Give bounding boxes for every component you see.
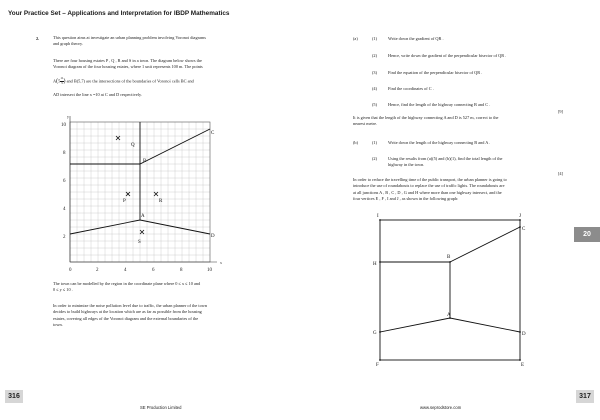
y-tick-label: 4 xyxy=(63,207,66,212)
roundabout-line: at all junctions A , B , C , D , G and H where more than one highway intersect, and the xyxy=(353,189,502,195)
label-c: C xyxy=(211,131,215,136)
label-c: C xyxy=(522,227,526,232)
vertex-i xyxy=(379,219,381,221)
estate-r-marker xyxy=(154,192,158,196)
intro-line: and graph theory. xyxy=(53,41,83,47)
planner-line: In order to minimize the noise pollution level due to traffic, the urban planner of the town xyxy=(53,303,207,308)
label-d: D xyxy=(211,234,215,239)
chapter-tab: 20 xyxy=(574,227,600,242)
planner-line: town. xyxy=(53,321,63,327)
label-s: S xyxy=(138,240,141,245)
estate-s-marker xyxy=(140,230,144,234)
vertex-j xyxy=(519,219,521,221)
part-a-item-text: Hence, write down the gradient of the perpendicular bisector of QR . xyxy=(388,53,507,58)
part-a-item-num: (4) xyxy=(372,86,378,91)
label-g: G xyxy=(373,331,377,336)
label-b: B xyxy=(447,255,451,260)
part-b-item-text: Write down the length of the highway connecting B and A . xyxy=(388,140,491,145)
label-a: A xyxy=(447,313,451,318)
part-b-marks: [4] xyxy=(558,171,564,176)
x-tick-label: 8 xyxy=(180,268,183,273)
fraction-denominator: 3 xyxy=(61,80,63,85)
publisher-name: SE Production Limited xyxy=(140,405,182,410)
point-a-label: A xyxy=(53,78,57,84)
point-a-rest: and B(5,7) are the intersections of the boundaries of Voronoi cells BC and xyxy=(66,78,194,84)
y-tick-label: 8 xyxy=(63,151,66,156)
x-tick-label: 10 xyxy=(207,268,212,273)
part-a-item-num: (1) xyxy=(372,36,378,41)
given-line: It is given that the length of the highway connecting A and D is 527 m, correct to the xyxy=(353,115,499,120)
label-b: B xyxy=(143,159,147,164)
network-edges xyxy=(380,220,520,360)
page-header: Your Practice Set – Applications and Interpretation for IBDP Mathematics xyxy=(8,10,230,17)
x-tick-label: 6 xyxy=(152,268,155,273)
voronoi-diagram xyxy=(55,114,235,276)
part-a-label: (a) xyxy=(353,36,358,41)
label-r: R xyxy=(159,199,163,204)
label-h: H xyxy=(373,262,377,267)
intersection-text: AD intersect the line x =10 at C and D respectively. xyxy=(53,92,142,97)
right-page-number: 317 xyxy=(576,390,594,403)
vertex-c xyxy=(519,226,521,228)
edge-b-c xyxy=(450,227,520,262)
given-line: nearest metre. xyxy=(353,121,378,127)
network-labels xyxy=(373,214,526,368)
part-b-item-line: highway in the town. xyxy=(388,162,425,168)
given-text xyxy=(353,115,498,128)
model-text xyxy=(53,281,200,294)
part-b-item-line: Using the results from (a)(5) and (b)(1), find the total length of the xyxy=(388,156,503,161)
intro-line: This question aims at investigate an urban planning problem involving Voronoi diagrams xyxy=(53,35,206,40)
estate-p-marker xyxy=(126,192,130,196)
label-q: Q xyxy=(131,143,135,148)
label-d: D xyxy=(522,332,526,337)
label-e: E xyxy=(521,363,525,368)
roundabout-line: introduce the use of roundabouts to replace the use of traffic lights. The roundabouts are xyxy=(353,183,505,189)
part-b-label: (b) xyxy=(353,140,359,145)
x-tick-label: 0 xyxy=(69,268,72,273)
planner-text xyxy=(53,303,207,328)
point-a-x-whole: 5 xyxy=(58,78,61,84)
part-a-item-text: Hence, find the length of the highway connecting B and C . xyxy=(388,102,491,107)
part-a-item-text: Write down the gradient of QR . xyxy=(388,36,444,41)
point-a-line: A(5 $\frac{11}{3}$ ) and B(5,7) are the intersections of the boundaries of Voronoi cells BC and xyxy=(53,76,194,85)
y-tick-label: 10 xyxy=(61,123,66,128)
part-a-marks: [9] xyxy=(558,109,564,114)
estates-line: There are four housing estates P , Q , R and S in a town. The diagram below shows the xyxy=(53,58,202,63)
planner-line: decides to build highways at the location which are as far as possible from the housing xyxy=(53,309,202,315)
label-p: P xyxy=(123,199,126,204)
roundabout-line: In order to reduce the travelling time of the public transport, the urban planner is going to xyxy=(353,177,507,182)
x-tick-label: 2 xyxy=(96,268,99,273)
x-axis-label: x xyxy=(220,260,222,265)
part-b-item-num: (2) xyxy=(372,156,378,161)
edge-g-a-d xyxy=(380,318,520,332)
vertex-g xyxy=(379,331,381,333)
label-a: A xyxy=(141,214,145,219)
part-a-item-num: (3) xyxy=(372,70,378,75)
vertex-e xyxy=(519,359,521,361)
left-page-number: 316 xyxy=(5,390,23,403)
label-f: F xyxy=(376,363,379,368)
part-a-item-num: (5) xyxy=(372,102,378,107)
estates-text xyxy=(53,58,203,71)
point-labels xyxy=(123,131,215,245)
vertex-b xyxy=(449,261,451,263)
part-a-item-num: (2) xyxy=(372,53,378,58)
vertex-d xyxy=(519,331,521,333)
vertex-h xyxy=(379,261,381,263)
y-axis-label: y xyxy=(67,114,69,119)
fraction-numerator: 11 xyxy=(60,76,64,80)
part-b-item-text xyxy=(388,156,502,169)
publisher-website: www.seprodstore.com xyxy=(420,405,462,410)
y-tick-label: 6 xyxy=(63,179,66,184)
planner-line: estates, covering all edges of the Voronoi diagram and the external boundaries of the xyxy=(53,315,199,321)
intro-text xyxy=(53,35,206,48)
vertex-f xyxy=(379,359,381,361)
part-b-item-num: (1) xyxy=(372,140,378,145)
estates-line: Voronoi diagram of the four housing estates, where 1 unit represents 100 m. The points xyxy=(53,64,203,70)
y-tick-label: 2 xyxy=(63,235,66,240)
part-a-item-text: Find the coordinates of C . xyxy=(388,86,434,91)
roundabout-line: four vertices E , F , I and J , as shown in the following graph: xyxy=(353,195,459,201)
part-a-item-text: Find the equation of the perpendicular bisector of QR . xyxy=(388,70,483,75)
question-number: 2. xyxy=(36,36,40,41)
label-i: I xyxy=(377,214,379,219)
estate-q-marker xyxy=(116,136,120,140)
road-network-graph xyxy=(370,212,530,368)
label-j: J xyxy=(519,214,521,219)
model-line: The town can be modelled by the region in the coordinate plane where 0 ≤ x ≤ 10 and xyxy=(53,281,201,286)
x-tick-label: 4 xyxy=(124,268,127,273)
model-line: 0 ≤ y ≤ 10 . xyxy=(53,287,73,293)
roundabout-text xyxy=(353,177,507,202)
